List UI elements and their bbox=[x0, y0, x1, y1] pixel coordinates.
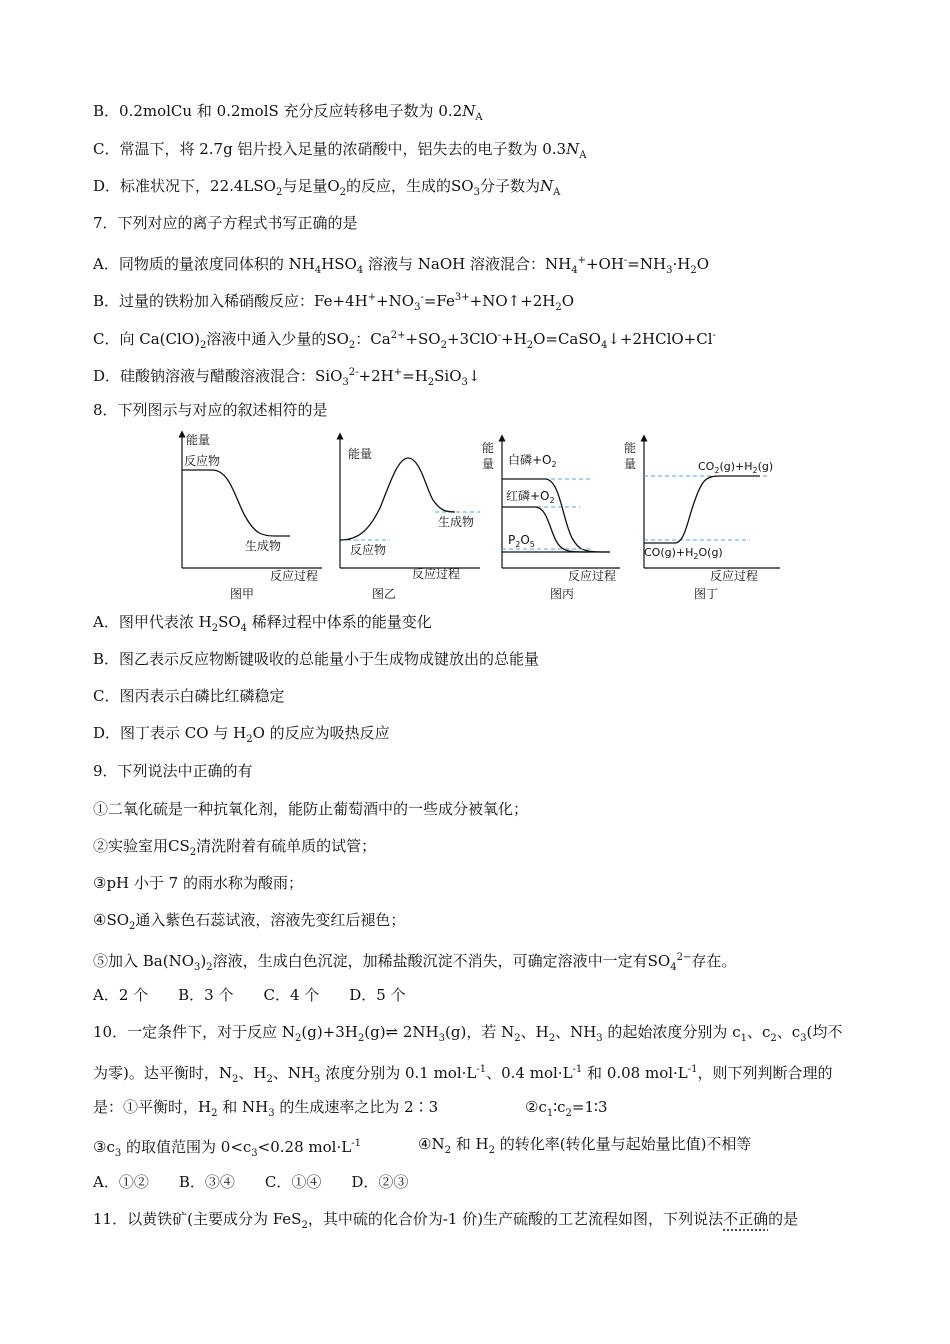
bing-p2o5-label: $P_2O_5$ bbox=[508, 533, 535, 549]
yi-process-label: 反应过程 bbox=[412, 567, 461, 581]
q7-option-a: A．同物质的量浓度同体积的 $NH_4HSO_4$ 溶液与 NaOH 溶液混合：$NH_4^++OH^-=NH_3\cdot H_2O$ bbox=[93, 255, 709, 276]
jia-product-label: 生成物 bbox=[245, 539, 282, 553]
jia-energy-label: 能量 bbox=[186, 433, 211, 447]
q7-option-b: B．过量的铁粉加入稀硝酸反应：$Fe+4H^++NO_3^-=Fe^{3+}+NO↑+2H_2O$ bbox=[93, 292, 575, 313]
diagram-jia bbox=[182, 432, 322, 601]
bing-caption: 图丙 bbox=[550, 587, 575, 601]
q9-options: A．2 个 B．3 个 C．4 个 D．5 个 bbox=[93, 986, 406, 1004]
jia-process-label: 反应过程 bbox=[270, 569, 319, 583]
q10-line-4-item-4: $④N_2$ 和 $H_2$ 的转化率(转化量与起始量比值)不相等 bbox=[418, 1135, 752, 1156]
yi-energy-label: 能量 bbox=[348, 447, 373, 461]
q6-option-b: B．0.2molCu 和 0.2molS 充分反应转移电子数为 $0.2N_A$ bbox=[93, 102, 483, 123]
ding-process-label: 反应过程 bbox=[710, 569, 759, 583]
q8-option-d: D．图丁表示 CO 与 $H_2O$ 的反应为吸热反应 bbox=[93, 724, 390, 745]
q9-stem: 9．下列说法中正确的有 bbox=[93, 762, 253, 780]
q9-item-1: ①二氧化硫是一种抗氧化剂，能防止葡萄酒中的一些成分被氧化； bbox=[93, 800, 529, 818]
q11-emphasis: 不正确 bbox=[723, 1210, 769, 1228]
q8-option-a: A．图甲代表浓 $H_2SO_4$ 稀释过程中体系的能量变化 bbox=[93, 613, 432, 634]
q10-line-1: 10．一定条件下，对于反应 $N_2(g)+3H_2(g)\rightleftharpoons$ $2NH_3(g)$，若 $N_2$、$H_2$、$NH_3$ 的起始浓度分别为 $c_1$、$c_2$、$c_3$(均不 bbox=[93, 1023, 843, 1044]
ding-caption: 图丁 bbox=[694, 587, 719, 601]
q10-line-4: $③c_3$ 的取值范围为 $0<c_3<0.28$ $mol\cdot L^{-1}$ bbox=[93, 1138, 361, 1159]
q8-stem: 8．下列图示与对应的叙述相符的是 bbox=[93, 401, 328, 419]
jia-reactant-label: 反应物 bbox=[184, 454, 221, 468]
q8-option-b: B．图乙表示反应物断键吸收的总能量小于生成物成键放出的总能量 bbox=[93, 650, 540, 668]
q9-item-2: ②实验室用$CS_2$清洗附着有硫单质的试管； bbox=[93, 837, 377, 858]
yi-product-label: 生成物 bbox=[438, 515, 475, 529]
diagram-yi bbox=[340, 436, 480, 601]
ding-top-label: $CO_2(g)+H_2(g)$ bbox=[698, 460, 774, 475]
diagram-ding bbox=[624, 438, 780, 601]
q8-option-c: C．图丙表示白磷比红磷稳定 bbox=[93, 687, 285, 705]
bing-process-label: 反应过程 bbox=[568, 569, 617, 583]
q6-option-d: D．标准状况下，$22.4LSO_2$与足量$O_2$的反应，生成的$SO_3$分子数为$N_A$ bbox=[93, 177, 561, 198]
q6-option-c: C．常温下，将 2.7g 铝片投入足量的浓硝酸中，铝失去的电子数为 $0.3N_A$ bbox=[93, 140, 587, 161]
ding-energy-label-2: 量 bbox=[624, 457, 637, 471]
q10-line-2: 为零)。达平衡时，$N_2$、$H_2$、$NH_3$ 浓度分别为 0.1 $mol\cdot L^{-1}$、0.4 $mol\cdot L^{-1}$ 和 0.08 $mol\cdot L^{-1}$，则下列判断合理的 bbox=[93, 1064, 833, 1085]
q11-stem: 11．以黄铁矿(主要成分为 FeS$_2$，其中硫的化合价为-1 价)生产硫酸的工艺流程如图，下列说法不正确的是 bbox=[93, 1210, 799, 1231]
q7-option-d: D．硅酸钠溶液与醋酸溶液混合：$SiO_3^{2-}+2H^+=H_2SiO_3↓$ bbox=[93, 367, 481, 388]
q7-stem: 7．下列对应的离子方程式书写正确的是 bbox=[93, 214, 358, 232]
ding-curve bbox=[644, 476, 760, 543]
diagram-bing bbox=[482, 438, 620, 601]
energy-diagrams-figure bbox=[150, 428, 800, 606]
bing-white-label: 白磷$+O_2$ bbox=[508, 453, 557, 469]
q9-item-3: ③pH 小于 7 的雨水称为酸雨； bbox=[93, 874, 303, 892]
ding-bottom-label: $CO(g)+H_2O(g)$ bbox=[644, 546, 723, 561]
ding-energy-label-1: 能 bbox=[624, 441, 637, 455]
yi-reactant-label: 反应物 bbox=[350, 543, 387, 557]
q7-option-c: C．向 $Ca(ClO)_2$溶液中通入少量的$SO_2$：$Ca^{2+}+SO_2+3ClO^-+H_2O=CaSO_4↓+2HClO+Cl^-$ bbox=[93, 330, 716, 351]
bing-energy-label-1: 能 bbox=[482, 441, 495, 455]
q10-line-3-item-2: $②c_1∶c_2=1∶3$ bbox=[525, 1098, 608, 1119]
q10-options: A．①② B．③④ C．①④ D．②③ bbox=[93, 1173, 409, 1191]
q9-item-5: ⑤加入 $Ba(NO_3)_2$溶液，生成白色沉淀，加稀盐酸沉淀不消失，可确定溶液中一定有$SO_4^{2-}$存在。 bbox=[93, 952, 737, 973]
bing-energy-label-2: 量 bbox=[482, 457, 495, 471]
q10-line-3: 是：①平衡时，$H_2$ 和 $NH_3$ 的生成速率之比为 2∶3 bbox=[93, 1098, 439, 1119]
jia-curve bbox=[182, 470, 290, 536]
yi-caption: 图乙 bbox=[372, 587, 397, 601]
q9-item-4: $④SO_2$通入紫色石蕊试液，溶液先变红后褪色； bbox=[93, 911, 406, 932]
bing-red-label: 红磷$+O_2$ bbox=[506, 489, 555, 505]
jia-caption: 图甲 bbox=[230, 587, 255, 601]
